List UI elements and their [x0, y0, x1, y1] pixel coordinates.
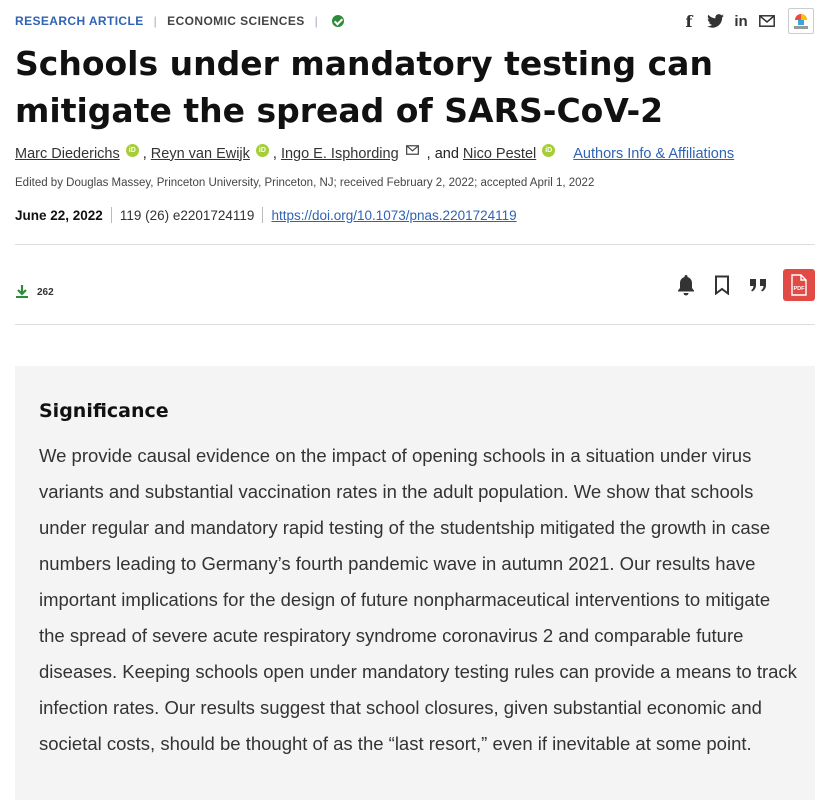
corresponding-author-mail-icon[interactable] [406, 143, 419, 159]
publication-meta [15, 207, 517, 223]
title-line: Schools under mandatory testing can [15, 44, 713, 83]
orcid-icon[interactable]: iD [542, 144, 555, 157]
orcid-icon[interactable]: iD [256, 144, 269, 157]
author-list [15, 143, 734, 164]
author-link[interactable]: Ingo E. Isphording [280, 145, 399, 162]
mail-icon[interactable] [758, 12, 776, 30]
open-access-check-icon [332, 15, 344, 27]
twitter-icon[interactable] [706, 12, 724, 30]
bell-icon[interactable] [675, 274, 697, 296]
author-separator: , [272, 145, 277, 162]
authors-info-affiliations-link[interactable]: Authors Info & Affiliations [573, 145, 735, 162]
significance-section [15, 366, 815, 800]
download-count-value: 262 [37, 287, 54, 298]
significance-body: We provide causal evidence on the impact of opening schools in a situation under virus variants and substantial vaccination rates in the adult population. We show that schools under regular and mandatory rapid testing of the studentship mitigated the growth in case numbers leading to Germany’s fourth pandemic wave in autumn 2021. Our results have important implications for the design of future nonpharmaceutical interventions to mitigate the spread of severe acute respiratory syndrome coronavirus 2 and comparable future diseases. Keeping schools open under mandatory testing rules can provide a means to track infection rates. Our results suggest that school closures, given substantial economic and societal costs, should be thought of as the “last resort,” even if inevitable at some point. [39, 445, 797, 754]
kicker-separator: | [153, 14, 158, 28]
publication-date: June 22, 2022 [15, 207, 103, 223]
linkedin-icon[interactable]: in [734, 12, 748, 30]
orcid-icon[interactable]: iD [126, 144, 139, 157]
facebook-icon[interactable]: f [685, 11, 693, 31]
author-link[interactable]: Marc Diederichs [15, 145, 120, 162]
divider [15, 324, 815, 325]
article-type-link[interactable]: RESEARCH ARTICLE [15, 14, 144, 28]
meta-divider [262, 207, 263, 223]
doi-link[interactable]: https://doi.org/10.1073/pnas.2201724119 [271, 207, 517, 223]
article-kicker [15, 12, 344, 30]
article-title [15, 40, 775, 134]
volume-issue: 119 (26) e2201724119 [119, 207, 255, 223]
kicker-separator: | [314, 14, 319, 28]
significance-heading: Significance [39, 400, 169, 422]
download-count[interactable] [15, 284, 54, 301]
crossmark-icon[interactable] [788, 8, 814, 34]
bookmark-icon[interactable] [711, 274, 733, 296]
download-icon [15, 284, 29, 301]
cite-quote-icon[interactable] [747, 274, 769, 296]
author-link[interactable]: Reyn van Ewijk [150, 145, 250, 162]
pdf-label: PDF [793, 286, 805, 292]
author-and: , and [426, 145, 459, 162]
share-toolbar [680, 8, 814, 34]
author-separator: , [142, 145, 147, 162]
article-tools [661, 269, 815, 301]
pdf-download-button[interactable] [783, 269, 815, 301]
pdf-icon [790, 274, 808, 296]
title-line: mitigate the spread of SARS-CoV-2 [15, 91, 664, 130]
section-link[interactable]: ECONOMIC SCIENCES [167, 14, 305, 28]
edited-by-line: Edited by Douglas Massey, Princeton University, Princeton, NJ; received February 2, 2022; accepted April 1, 2022 [15, 177, 595, 189]
author-link[interactable]: Nico Pestel [462, 145, 537, 162]
divider [15, 244, 815, 245]
meta-divider [111, 207, 112, 223]
